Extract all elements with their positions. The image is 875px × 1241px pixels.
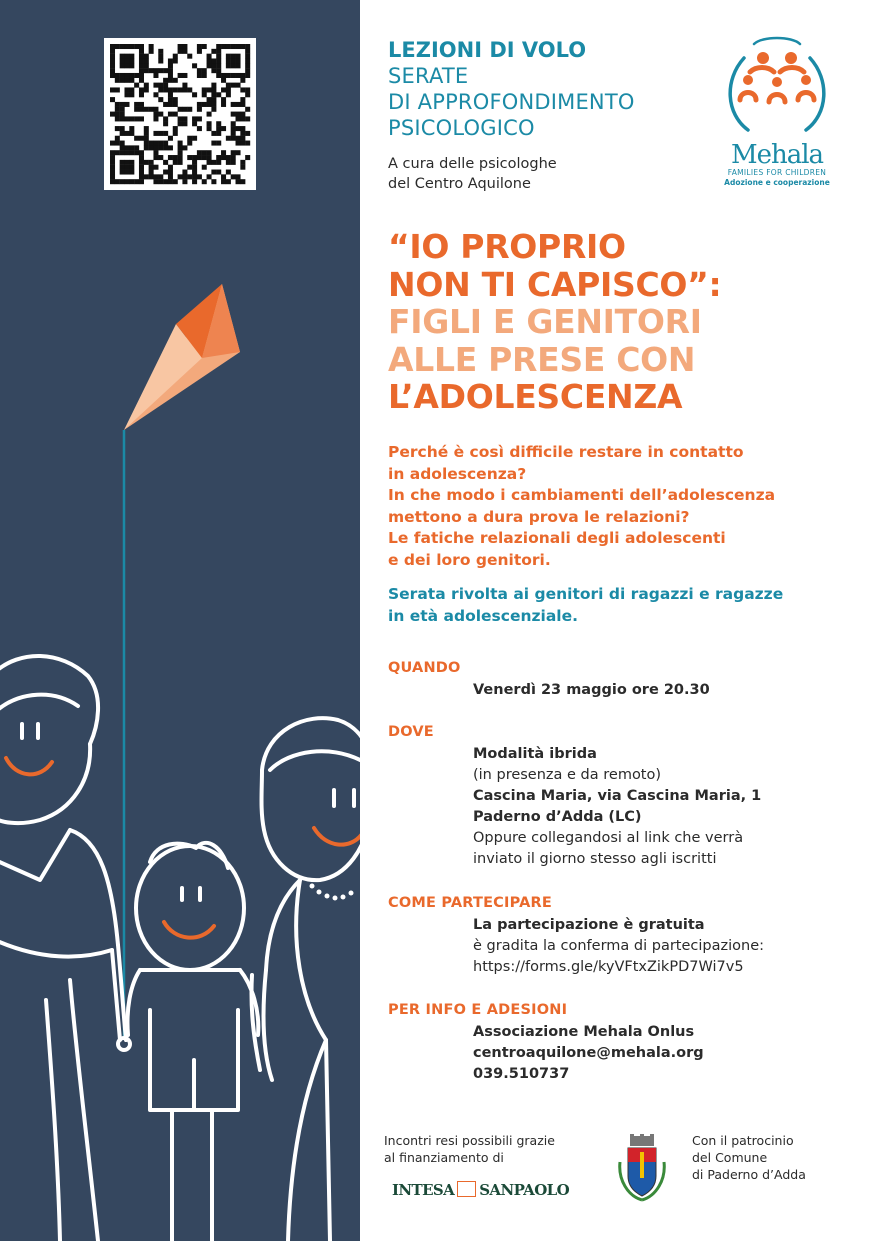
question-line-6: e dei loro genitori. <box>388 550 551 569</box>
where-address-2: Paderno d’Adda (LC) <box>473 809 642 825</box>
sanpaolo-mark-icon <box>457 1181 476 1197</box>
content-column <box>360 0 875 1241</box>
questions-text <box>388 442 775 572</box>
where-mode-note: (in presenza e da remoto) <box>473 767 662 783</box>
series-subtitle-3: PSICOLOGICO <box>388 116 535 140</box>
question-line-1: Perché è così difficile restare in contatto <box>388 443 744 461</box>
mehala-family-logo-icon <box>722 36 832 140</box>
logo-name: Mehala <box>730 140 824 170</box>
participate-free: La partecipazione è gratuita <box>473 917 705 933</box>
municipal-crest-icon <box>614 1132 670 1204</box>
event-headline <box>388 228 721 416</box>
contact-label: PER INFO E ADESIONI <box>388 1002 568 1018</box>
headline-line-3: FIGLI E GENITORI <box>388 302 702 341</box>
curator-line-2: del Centro Aquilone <box>388 176 531 192</box>
headline-line-1: “IO PROPRIO <box>388 227 626 266</box>
series-subtitle-2: DI APPROFONDIMENTO <box>388 90 635 114</box>
funding-line-1: Incontri resi possibili grazie <box>384 1133 555 1148</box>
when-value: Venerdì 23 maggio ore 20.30 <box>473 682 710 698</box>
participate-details <box>473 915 764 978</box>
where-details <box>473 744 761 870</box>
contact-phone[interactable]: 039.510737 <box>473 1066 570 1082</box>
contact-org: Associazione Mehala Onlus <box>473 1024 695 1040</box>
patronage-note <box>692 1132 806 1183</box>
audience-line-1: Serata rivolta ai genitori di ragazzi e ragazze <box>388 585 784 603</box>
question-line-2: in adolescenza? <box>388 464 527 483</box>
sponsor-name <box>392 1181 569 1199</box>
patronage-line-1: Con il patrocinio <box>692 1133 794 1148</box>
necklace <box>310 884 354 901</box>
logo-tagline: FAMILIES FOR CHILDREN <box>727 168 827 177</box>
question-line-3: In che modo i cambiamenti dell’adolescenza <box>388 486 776 505</box>
contact-details <box>473 1022 704 1085</box>
series-title <box>388 37 635 141</box>
participate-label: COME PARTECIPARE <box>388 895 553 911</box>
contact-email[interactable]: centroaquilone@mehala.org <box>473 1045 704 1061</box>
participate-link[interactable]: https://forms.gle/kyVFtxZikPD7Wi7v5 <box>473 959 744 975</box>
audience-text <box>388 584 783 627</box>
curator-line-1: A cura delle psicologhe <box>388 156 557 172</box>
sponsor-name-left: INTESA <box>392 1181 455 1199</box>
where-remote-2: inviato il giorno stesso agli iscritti <box>473 851 717 867</box>
headline-line-4: ALLE PRESE CON <box>388 339 696 379</box>
sponsor-logo[interactable] <box>384 1176 570 1204</box>
logo-subtitle: Adozione e cooperazione <box>724 178 830 187</box>
question-line-4: mettono a dura prova le relazioni? <box>388 507 690 526</box>
where-mode: Modalità ibrida <box>473 746 597 762</box>
where-address-1: Cascina Maria, via Cascina Maria, 1 <box>473 788 762 804</box>
illustration-art <box>0 0 360 1241</box>
where-remote-1: Oppure collegandosi al link che verrà <box>473 830 744 846</box>
curator-text <box>388 154 557 194</box>
audience-line-2: in età adolescenziale. <box>388 606 579 625</box>
headline-line-5: L’ADOLESCENZA <box>388 377 683 416</box>
funding-line-2: al finanziamento di <box>384 1150 504 1165</box>
when-details <box>473 680 710 701</box>
series-subtitle-1: SERATE <box>388 64 469 88</box>
sponsor-name-right: SANPAOLO <box>479 1181 570 1199</box>
when-label: QUANDO <box>388 660 461 676</box>
headline-line-2: NON TI CAPISCO”: <box>388 264 722 304</box>
participate-confirm: è gradita la conferma di partecipazione: <box>473 938 764 954</box>
mehala-logo[interactable] <box>722 36 832 196</box>
patronage-line-2: del Comune <box>692 1150 768 1165</box>
family-drawing-icon <box>0 656 360 1241</box>
funding-note <box>384 1132 555 1166</box>
patronage-line-3: di Paderno d’Adda <box>692 1167 806 1182</box>
where-label: DOVE <box>388 724 434 740</box>
series-title-main: LEZIONI DI VOLO <box>388 38 587 62</box>
illustration-panel <box>0 0 360 1241</box>
question-line-5: Le fatiche relazionali degli adolescenti <box>388 529 726 548</box>
kite-icon <box>124 284 240 1040</box>
